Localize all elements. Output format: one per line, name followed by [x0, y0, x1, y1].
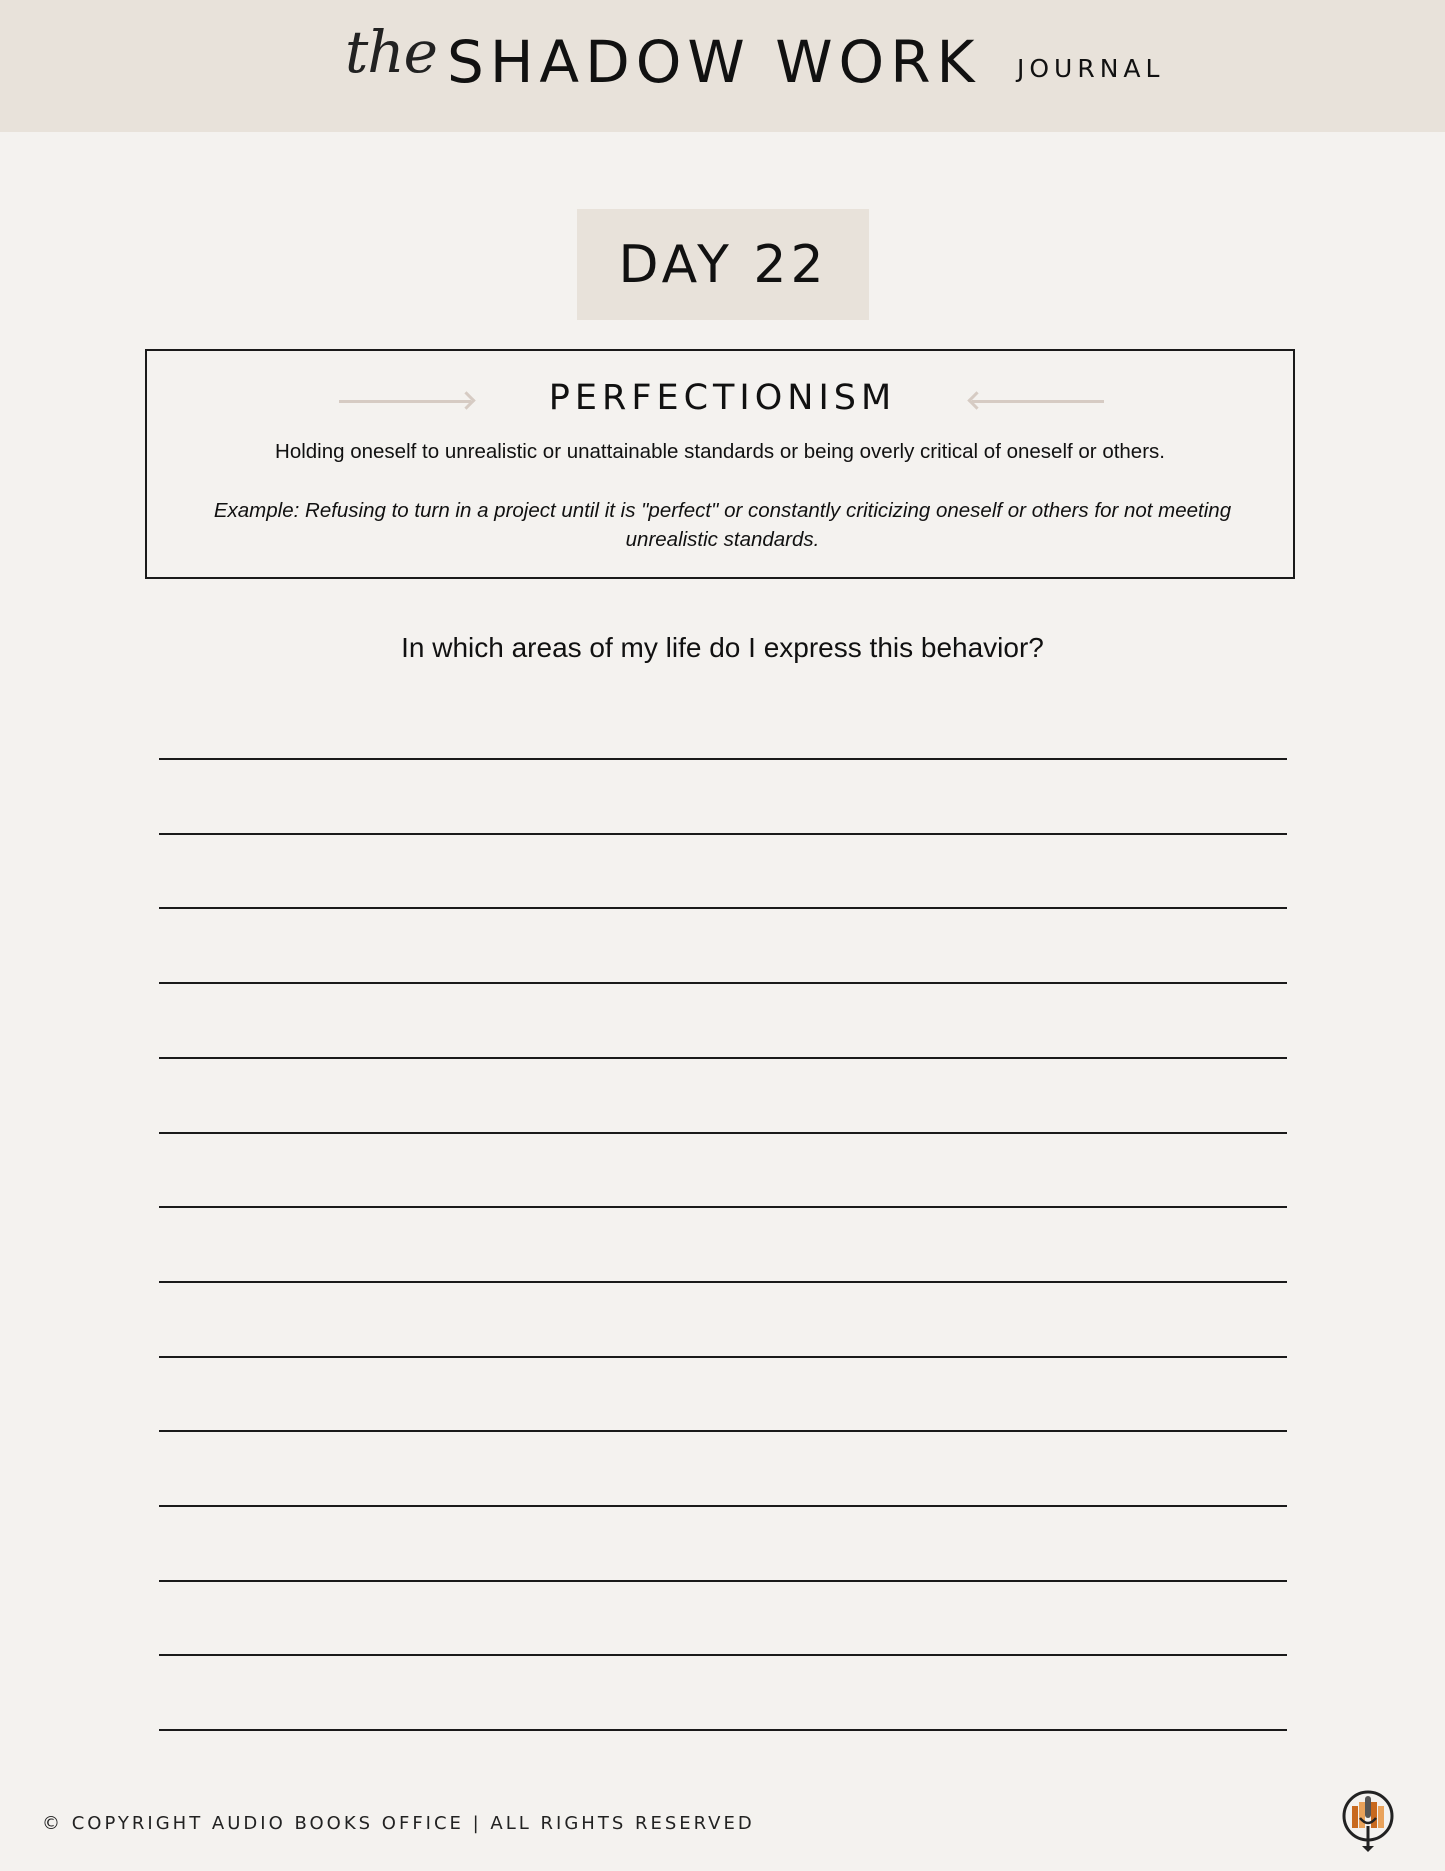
title-prefix: the: [345, 18, 437, 86]
writing-line[interactable]: [159, 1356, 1287, 1358]
writing-line[interactable]: [159, 1057, 1287, 1059]
day-badge: [577, 209, 869, 320]
page-header: [0, 0, 1445, 132]
writing-line[interactable]: [159, 907, 1287, 909]
writing-line[interactable]: [159, 1206, 1287, 1208]
topic-title: PERFECTIONISM: [548, 378, 897, 418]
prompt-question: In which areas of my life do I express this behavior?: [401, 632, 1044, 663]
microphone-books-logo-icon: [1338, 1788, 1398, 1854]
journal-title: SHADOW WORK: [447, 28, 981, 96]
writing-line[interactable]: [159, 1505, 1287, 1507]
topic-definition: Holding oneself to unrealistic or unattainable standards or being overly critical of oneself or others.: [275, 440, 1165, 463]
writing-line[interactable]: [159, 1281, 1287, 1283]
copyright-footer: © COPYRIGHT AUDIO BOOKS OFFICE | ALL RIGHTS RESERVED: [42, 1813, 755, 1834]
writing-line[interactable]: [159, 1729, 1287, 1731]
writing-line[interactable]: [159, 1580, 1287, 1582]
writing-line[interactable]: [159, 1654, 1287, 1656]
topic-example: Example: Refusing to turn in a project until it is "perfect" or constantly criticizing oneself or others for not meeting unrealistic standards.: [213, 499, 1232, 551]
writing-line[interactable]: [159, 758, 1287, 760]
writing-line[interactable]: [159, 1132, 1287, 1134]
day-label: DAY 22: [618, 234, 828, 295]
title-suffix: JOURNAL: [1017, 54, 1165, 83]
arrow-right-icon: [339, 400, 471, 403]
arrow-left-icon: [972, 400, 1104, 403]
writing-line[interactable]: [159, 833, 1287, 835]
writing-line[interactable]: [159, 982, 1287, 984]
writing-line[interactable]: [159, 1430, 1287, 1432]
